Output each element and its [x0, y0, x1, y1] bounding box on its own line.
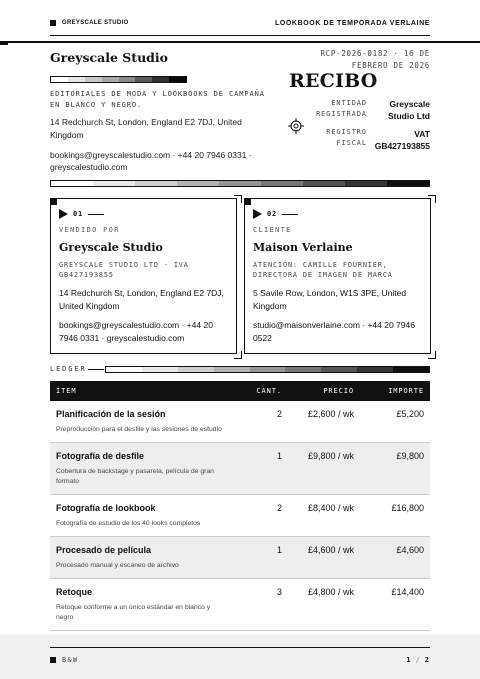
row-amount: £4,600	[396, 545, 424, 555]
swatch-bar	[50, 76, 187, 83]
client-role: CLIENTE	[253, 226, 292, 234]
page-separator: /	[415, 656, 421, 664]
dash-divider	[88, 214, 104, 215]
ledger-table	[50, 381, 430, 631]
gradient-cell	[93, 181, 135, 186]
footer-left	[50, 656, 78, 664]
dash-divider	[282, 214, 298, 215]
ledger-gradient-cell	[142, 367, 178, 372]
row-price: £9,800 / wk	[307, 451, 354, 461]
receipt-title: RECIBO	[289, 70, 378, 92]
footer-label: B&W	[62, 656, 79, 664]
table-row	[50, 537, 430, 579]
lookbook-title: LOOKBOOK DE TEMPORADA VERLAINE	[274, 19, 430, 27]
tax-label: REGISTRO FISCAL	[326, 128, 367, 147]
client-contact: studio@maisonverlaine.com · +44 20 7946 0522	[253, 320, 415, 343]
seller-address: 14 Redchurch St, London, England E2 7DJ, United Kingdom	[59, 288, 224, 311]
table-row	[50, 579, 430, 631]
play-triangle-icon	[253, 209, 262, 219]
seller-num: 01	[73, 210, 84, 218]
row-item-cell	[50, 587, 248, 623]
col-importe: IMPORTE	[388, 387, 424, 395]
row-price: £2,600 / wk	[307, 409, 354, 419]
row-amount: £9,800	[396, 451, 424, 461]
row-qty: 1	[276, 451, 282, 461]
row-qty: 2	[276, 503, 282, 513]
row-item-name: Retoque	[56, 587, 92, 597]
brand-square-icon	[50, 20, 56, 26]
row-amount: £14,400	[391, 587, 424, 597]
seller-name: Greyscale Studio	[59, 241, 163, 254]
top-rule	[50, 35, 430, 36]
gradient-cell	[261, 181, 303, 186]
col-precio: PRECIO	[323, 387, 354, 395]
row-item-desc: Fotografía de estudio de los 40 looks completos	[56, 520, 201, 527]
col-cant: CANT.	[256, 387, 282, 395]
swatch-cell	[169, 77, 186, 82]
swatch-cell	[102, 77, 119, 82]
gradient-cell	[303, 181, 345, 186]
swatch-cell	[119, 77, 136, 82]
table-header	[50, 381, 430, 401]
ledger-gradient-cell	[250, 367, 286, 372]
row-item-cell	[50, 545, 248, 571]
row-amount: £16,800	[391, 503, 424, 513]
tax-value: VAT GB427193855	[374, 129, 430, 151]
table-row	[50, 401, 430, 443]
gradient-cell	[387, 181, 429, 186]
ledger-gradient-bar	[105, 366, 430, 373]
page-indicator	[406, 656, 430, 664]
page-footer	[50, 656, 430, 664]
row-qty: 1	[276, 545, 282, 555]
top-bar	[50, 16, 430, 30]
gradient-cell	[135, 181, 177, 186]
ledger-label: LEDGER	[50, 365, 87, 373]
ledger-gradient-cell	[214, 367, 250, 372]
client-num: 02	[267, 210, 278, 218]
row-item-name: Fotografía de desfile	[56, 451, 145, 461]
card-corner-bracket	[234, 351, 242, 359]
seller-card	[50, 198, 237, 354]
table-row	[50, 443, 430, 495]
swatch-cell	[68, 77, 85, 82]
entity-value: Greyscale Studio Ltd	[387, 99, 430, 121]
issuer-contact: bookings@greyscalestudio.com · +44 20 7946 0331 · greyscalestudio.com	[50, 150, 252, 172]
entity-label: ENTIDAD REGISTRADA	[316, 99, 367, 118]
swatch-cell	[85, 77, 102, 82]
swatch-cell	[135, 77, 152, 82]
footer-rule	[50, 647, 430, 648]
receipt-number-date: RCP-2026-0182 · 16 DE FEBRERO DE 2026	[320, 49, 430, 70]
client-card	[244, 198, 431, 354]
header-rule	[0, 41, 480, 43]
row-amount: £5,200	[396, 409, 424, 419]
card-corner-bracket	[234, 195, 242, 203]
card-corner-bracket	[428, 195, 436, 203]
row-price: £8,400 / wk	[307, 503, 354, 513]
swatch-cell	[51, 77, 68, 82]
ledger-gradient-cell	[357, 367, 393, 372]
ledger-gradient-cell	[106, 367, 142, 372]
brand-small-label: GREYSCALE STUDIO	[62, 20, 129, 26]
row-item-cell	[50, 503, 248, 529]
gradient-bar	[50, 180, 430, 187]
row-item-name: Planificación de la sesión	[56, 409, 166, 419]
issuer-name: Greyscale Studio	[50, 50, 168, 65]
gradient-cell	[219, 181, 261, 186]
footer-square-icon	[50, 657, 56, 663]
ledger-gradient-cell	[393, 367, 429, 372]
client-sub: ATENCIÓN: CAMILLE FOURNIER, DIRECTORA DE IMAGEN DE MARCA	[253, 261, 393, 279]
seller-sub: GREYSCALE STUDIO LTD · IVA GB427193855	[59, 261, 189, 279]
client-card-head	[253, 209, 422, 219]
ledger-gradient-cell	[178, 367, 214, 372]
row-item-name: Procesado de película	[56, 545, 152, 555]
row-item-desc: Procesado manual y escaneo de archivo	[56, 562, 179, 569]
brand-small	[50, 20, 128, 26]
col-item: ÍTEM	[56, 387, 77, 395]
row-item-desc: Cobertura de backstage y pasarela, película de gran formato	[56, 468, 214, 485]
row-item-desc: Preproducción para el desfile y las sesiones de estudio	[56, 426, 222, 433]
card-corner-mark	[50, 198, 57, 205]
card-corner-mark	[244, 198, 251, 205]
row-item-cell	[50, 451, 248, 487]
gradient-cell	[177, 181, 219, 186]
gradient-cell	[345, 181, 387, 186]
ledger-dash	[88, 369, 104, 370]
row-item-desc: Retoque conforme a un único estándar en blanco y negro	[56, 604, 211, 621]
crosshair-icon	[288, 118, 304, 134]
ledger-gradient-cell	[321, 367, 357, 372]
row-price: £4,800 / wk	[307, 587, 354, 597]
row-qty: 2	[276, 409, 282, 419]
seller-contact: bookings@greyscalestudio.com · +44 20 7946 0331 · greyscalestudio.com	[59, 320, 213, 343]
row-item-name: Fotografía de lookbook	[56, 503, 156, 513]
gradient-cell	[51, 181, 93, 186]
client-address: 5 Savile Row, London, W1S 3PE, United Kingdom	[253, 288, 407, 311]
card-corner-bracket	[428, 351, 436, 359]
seller-role: VENDIDO POR	[59, 226, 120, 234]
table-row	[50, 495, 430, 537]
play-triangle-icon	[59, 209, 68, 219]
issuer-address: 14 Redchurch St, London, England E2 7DJ, United Kingdom	[50, 117, 242, 140]
corner-tab	[0, 41, 8, 45]
page-current: 1	[406, 656, 412, 664]
client-name: Maison Verlaine	[253, 241, 353, 254]
page-total: 2	[424, 656, 430, 664]
row-item-cell	[50, 409, 248, 435]
ledger-gradient-cell	[285, 367, 321, 372]
issuer-tagline: EDITORIALES DE MODA Y LOOKBOOKS DE CAMPAÑA EN BLANCO Y NEGRO.	[50, 90, 265, 109]
seller-card-head	[59, 209, 228, 219]
swatch-cell	[152, 77, 169, 82]
row-price: £4,600 / wk	[307, 545, 354, 555]
row-qty: 3	[276, 587, 282, 597]
